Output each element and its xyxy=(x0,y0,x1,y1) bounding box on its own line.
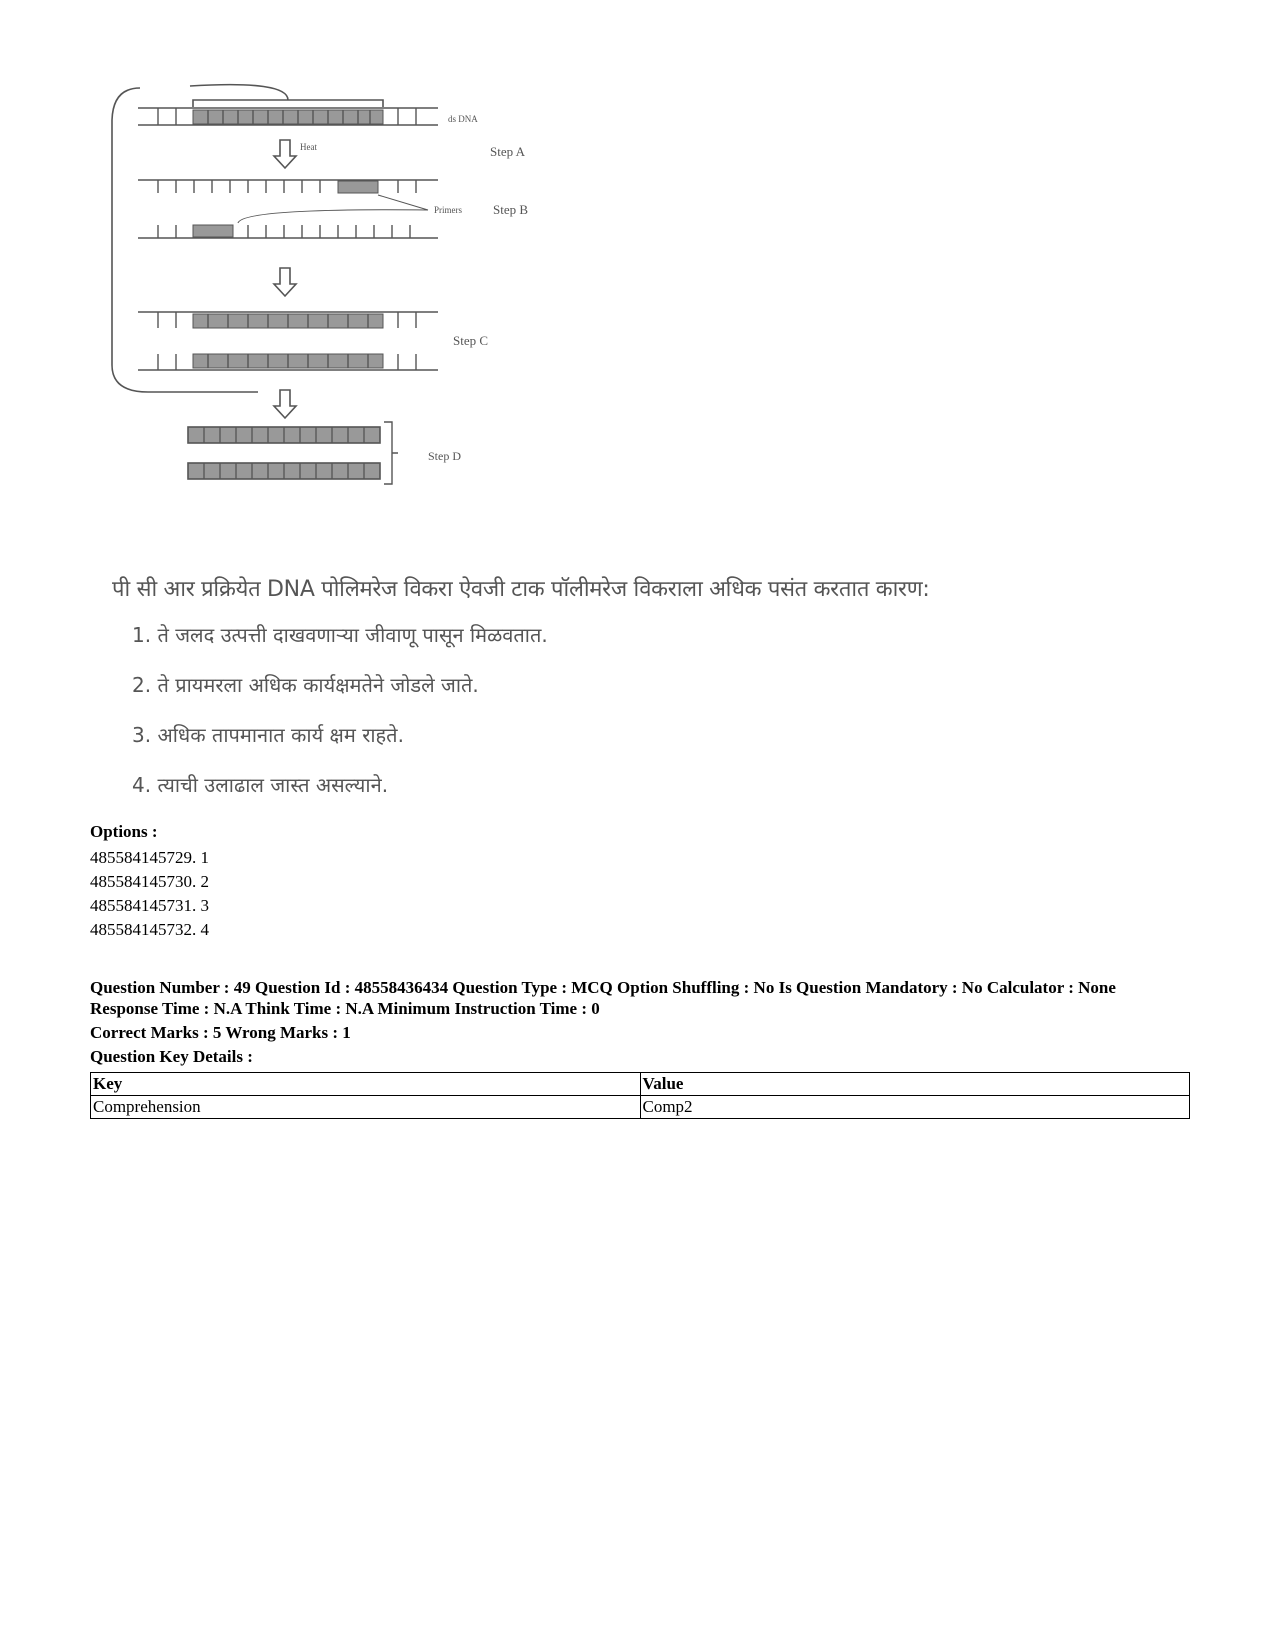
choice-1: 1. ते जलद उत्पत्ती दाखवणाऱ्या जीवाणू पासून मिळवतात. xyxy=(132,623,548,647)
question-key-details-label: Question Key Details : xyxy=(90,1047,253,1066)
option-item: 485584145729. 1 xyxy=(90,848,209,867)
step-a-dna xyxy=(138,108,478,125)
down-arrow-icon xyxy=(274,140,296,168)
down-arrow-icon xyxy=(274,390,296,418)
step-d-products xyxy=(188,422,398,484)
step-a-label: Step A xyxy=(490,144,526,159)
question-timing-line: Response Time : N.A Think Time : N.A Minimum Instruction Time : 0 xyxy=(90,999,600,1018)
table-row xyxy=(91,1096,1190,1119)
table-header-value: Value xyxy=(640,1073,1190,1096)
choice-3: 3. अधिक तापमानात कार्य क्षम राहते. xyxy=(132,723,404,747)
question-choices xyxy=(132,620,548,820)
ds-dna-label: ds DNA xyxy=(448,114,478,124)
table-cell-key: Comprehension xyxy=(91,1096,641,1119)
question-text: पी सी आर प्रक्रियेत DNA पोलिमरेज विकरा ऐवजी टाक पॉलीमरेज विकराला अधिक पसंत करतात कारण: xyxy=(112,577,930,602)
step-d-label: Step D xyxy=(428,449,461,463)
question-marks-line: Correct Marks : 5 Wrong Marks : 1 xyxy=(90,1023,351,1042)
option-item: 485584145730. 2 xyxy=(90,872,209,891)
step-c-label: Step C xyxy=(453,333,489,348)
table-header-row xyxy=(91,1073,1190,1096)
options-label: Options : xyxy=(90,822,158,841)
option-item: 485584145731. 3 xyxy=(90,896,209,915)
step-c-strands xyxy=(138,312,438,370)
question-meta-line: Question Number : 49 Question Id : 48558436434 Question Type : MCQ Option Shuffling : No Is Question Mandatory : No Calculator : None xyxy=(90,978,1116,997)
primers-label: Primers xyxy=(434,205,462,215)
step-b-strands xyxy=(138,180,438,238)
option-item: 485584145732. 4 xyxy=(90,920,209,939)
step-b-label: Step B xyxy=(493,202,529,217)
choice-2: 2. ते प्रायमरला अधिक कार्यक्षमतेने जोडले जाते. xyxy=(132,673,479,697)
options-list xyxy=(90,846,209,942)
choice-4: 4. त्याची उलाढाल जास्त असल्याने. xyxy=(132,773,389,797)
pcr-diagram xyxy=(108,80,568,510)
question-key-table xyxy=(90,1072,1190,1119)
table-header-key: Key xyxy=(91,1073,641,1096)
heat-label: Heat xyxy=(300,142,317,152)
table-cell-value: Comp2 xyxy=(640,1096,1190,1119)
down-arrow-icon xyxy=(274,268,296,296)
